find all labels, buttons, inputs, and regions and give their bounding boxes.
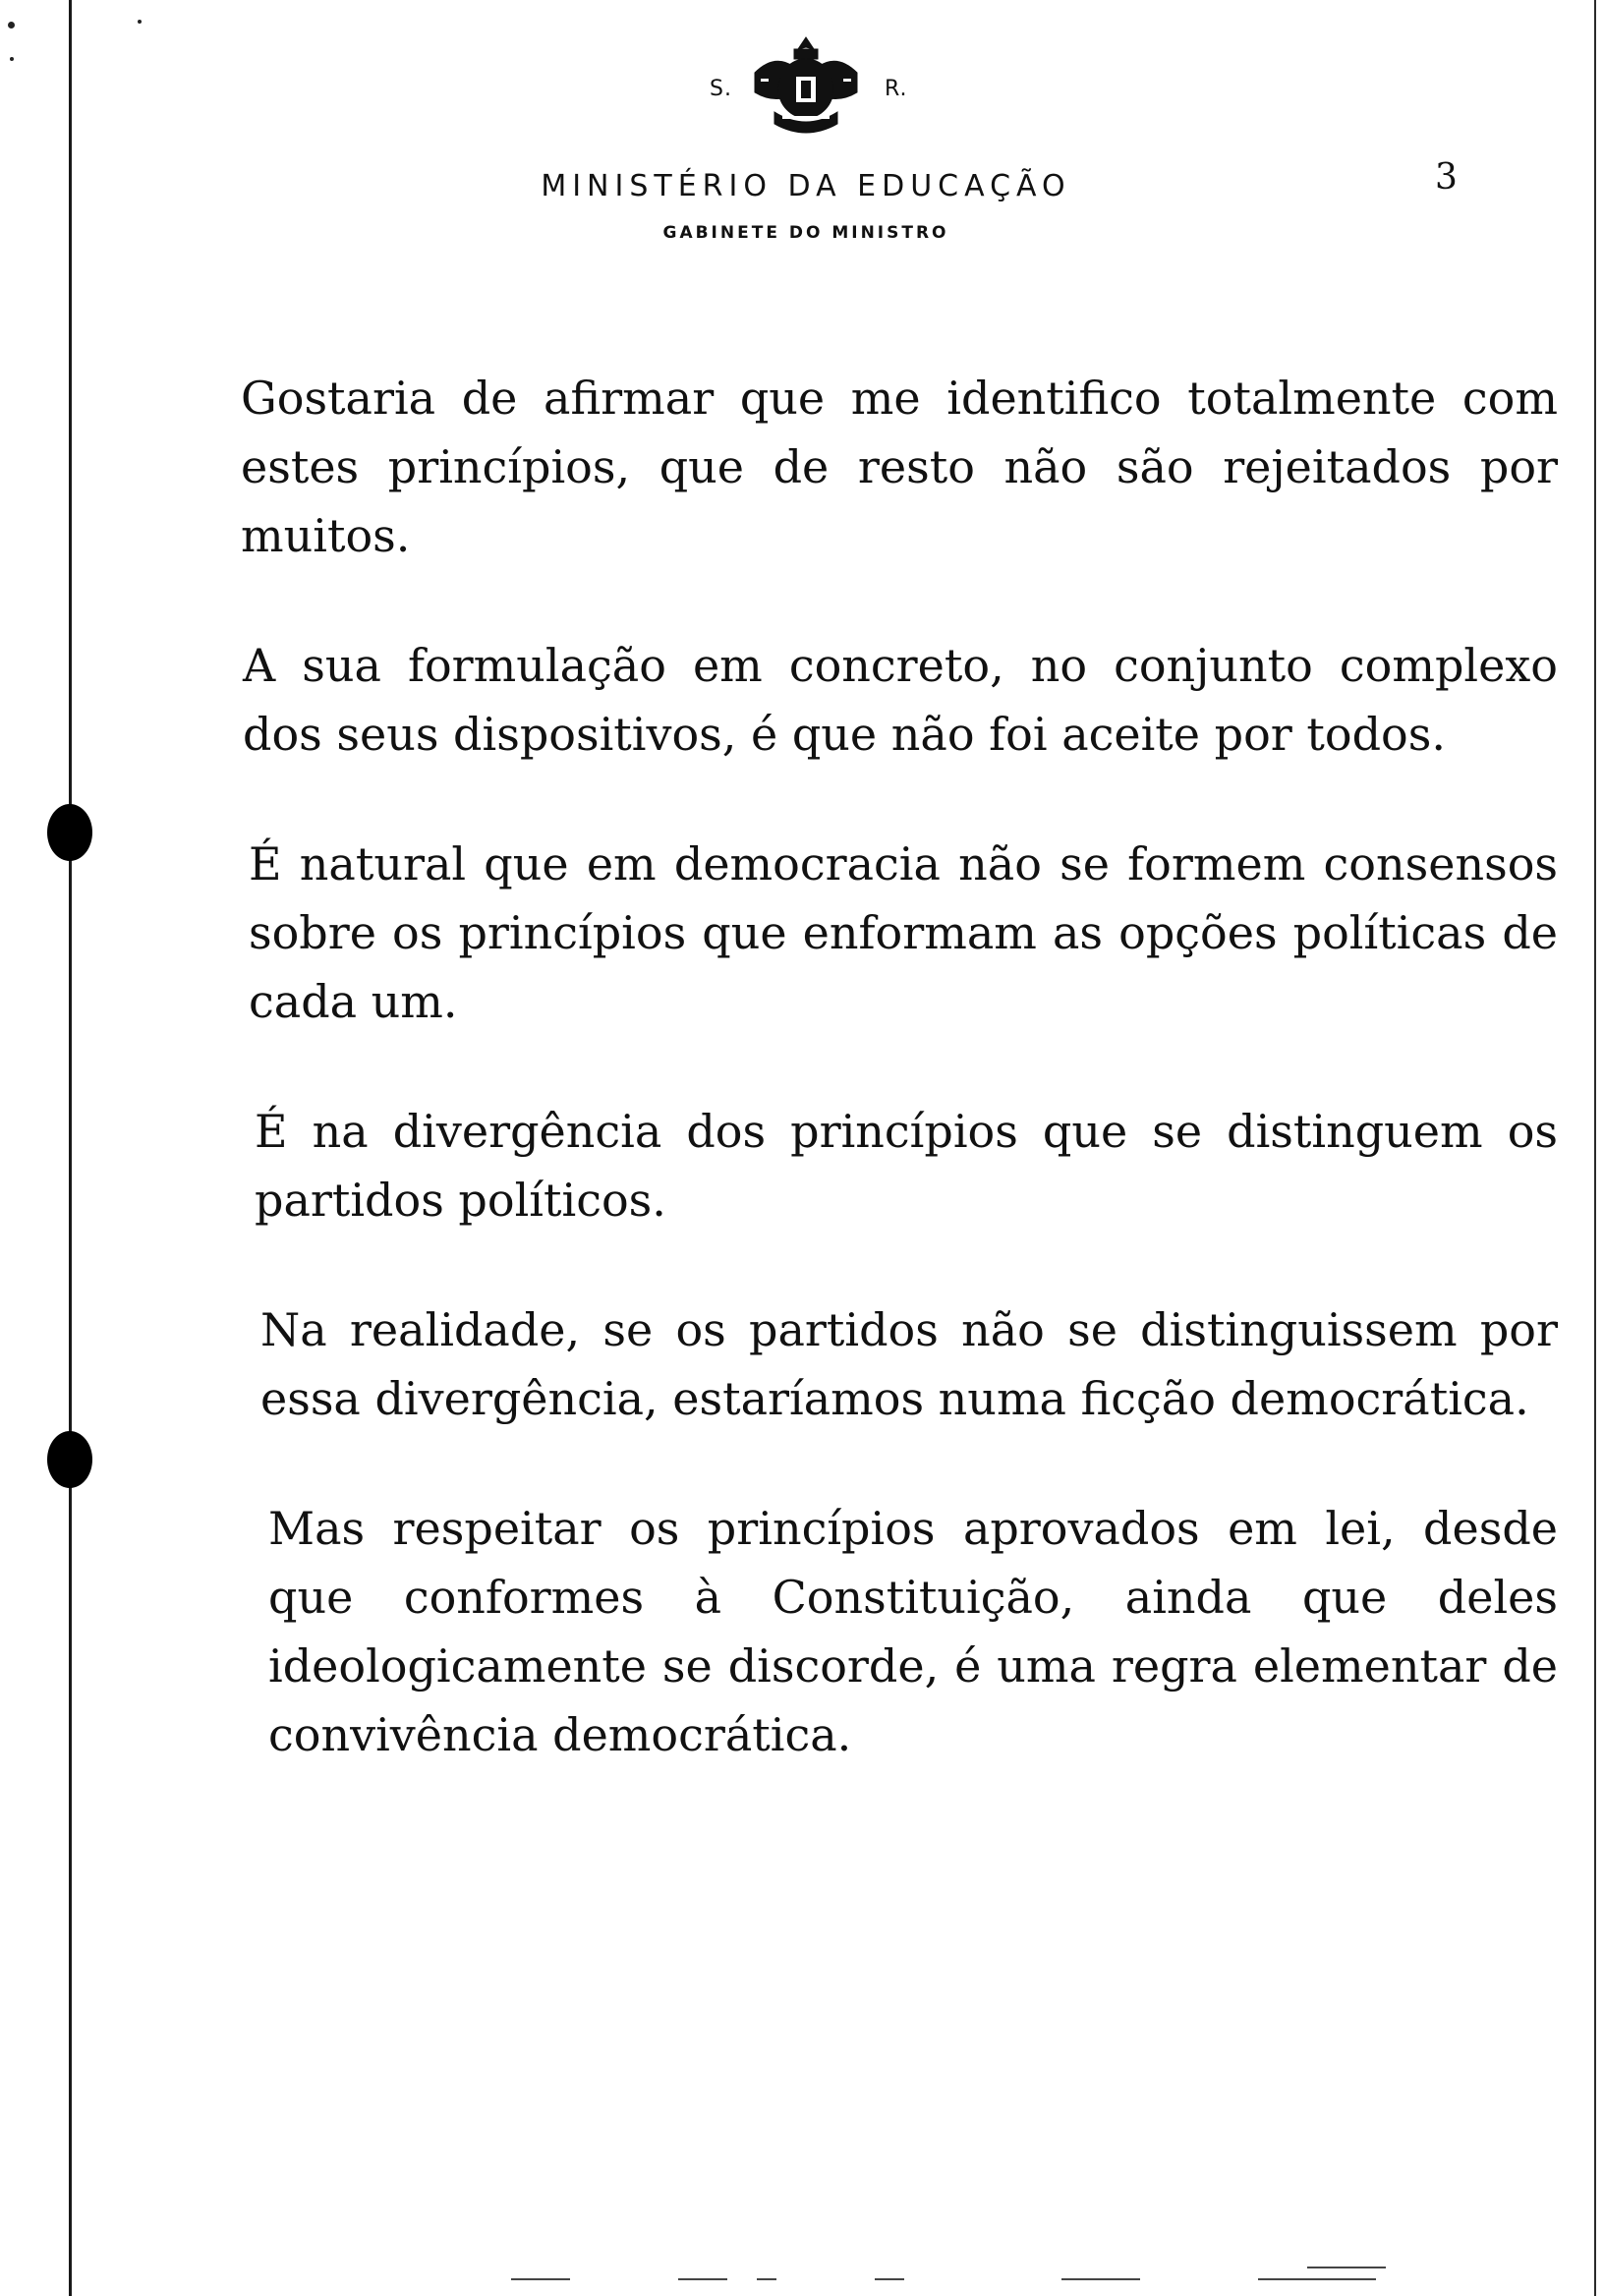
paragraph: É natural que em democracia não se formem consensos sobre os princípios que enformam as opções políticas de cada um. — [249, 837, 1558, 1028]
seal-letter-r: R. — [885, 77, 908, 101]
letterhead — [491, 29, 1120, 243]
page-left-edge — [69, 0, 72, 2296]
coat-of-arms-icon — [745, 33, 867, 142]
scan-speck — [10, 57, 14, 61]
scan-bottom-marks — [79, 2278, 1592, 2288]
document-body — [241, 364, 1558, 1830]
page-number: 3 — [1435, 157, 1458, 198]
ministry-title: MINISTÉRIO DA EDUCAÇÃO — [541, 169, 1071, 203]
scan-speck — [138, 20, 142, 24]
seal-row — [491, 29, 1120, 147]
page-right-edge — [1594, 0, 1596, 2296]
paragraph: É na divergência dos princípios que se distinguem os partidos políticos. — [255, 1105, 1558, 1227]
scan-speck — [8, 22, 15, 29]
paragraph: Mas respeitar os princípios aprovados em lei, desde que conformes à Constituição, ainda que deles ideologicamente se discorde, é uma regra elementar de convivência democrática. — [268, 1502, 1558, 1761]
punch-hole — [47, 804, 92, 861]
paragraph: Gostaria de afirmar que me identifico totalmente com estes princípios, que de resto não são rejeitados por muitos. — [241, 372, 1558, 562]
punch-hole — [47, 1431, 92, 1488]
cabinet-subtitle: GABINETE DO MINISTRO — [662, 223, 949, 243]
paragraph: Na realidade, se os partidos não se distinguissem por essa divergência, estaríamos numa ficção democrática. — [260, 1303, 1558, 1425]
paragraph: A sua formulação em concreto, no conjunto complexo dos seus dispositivos, é que não foi aceite por todos. — [243, 639, 1558, 761]
seal-letter-s: S. — [710, 77, 732, 101]
